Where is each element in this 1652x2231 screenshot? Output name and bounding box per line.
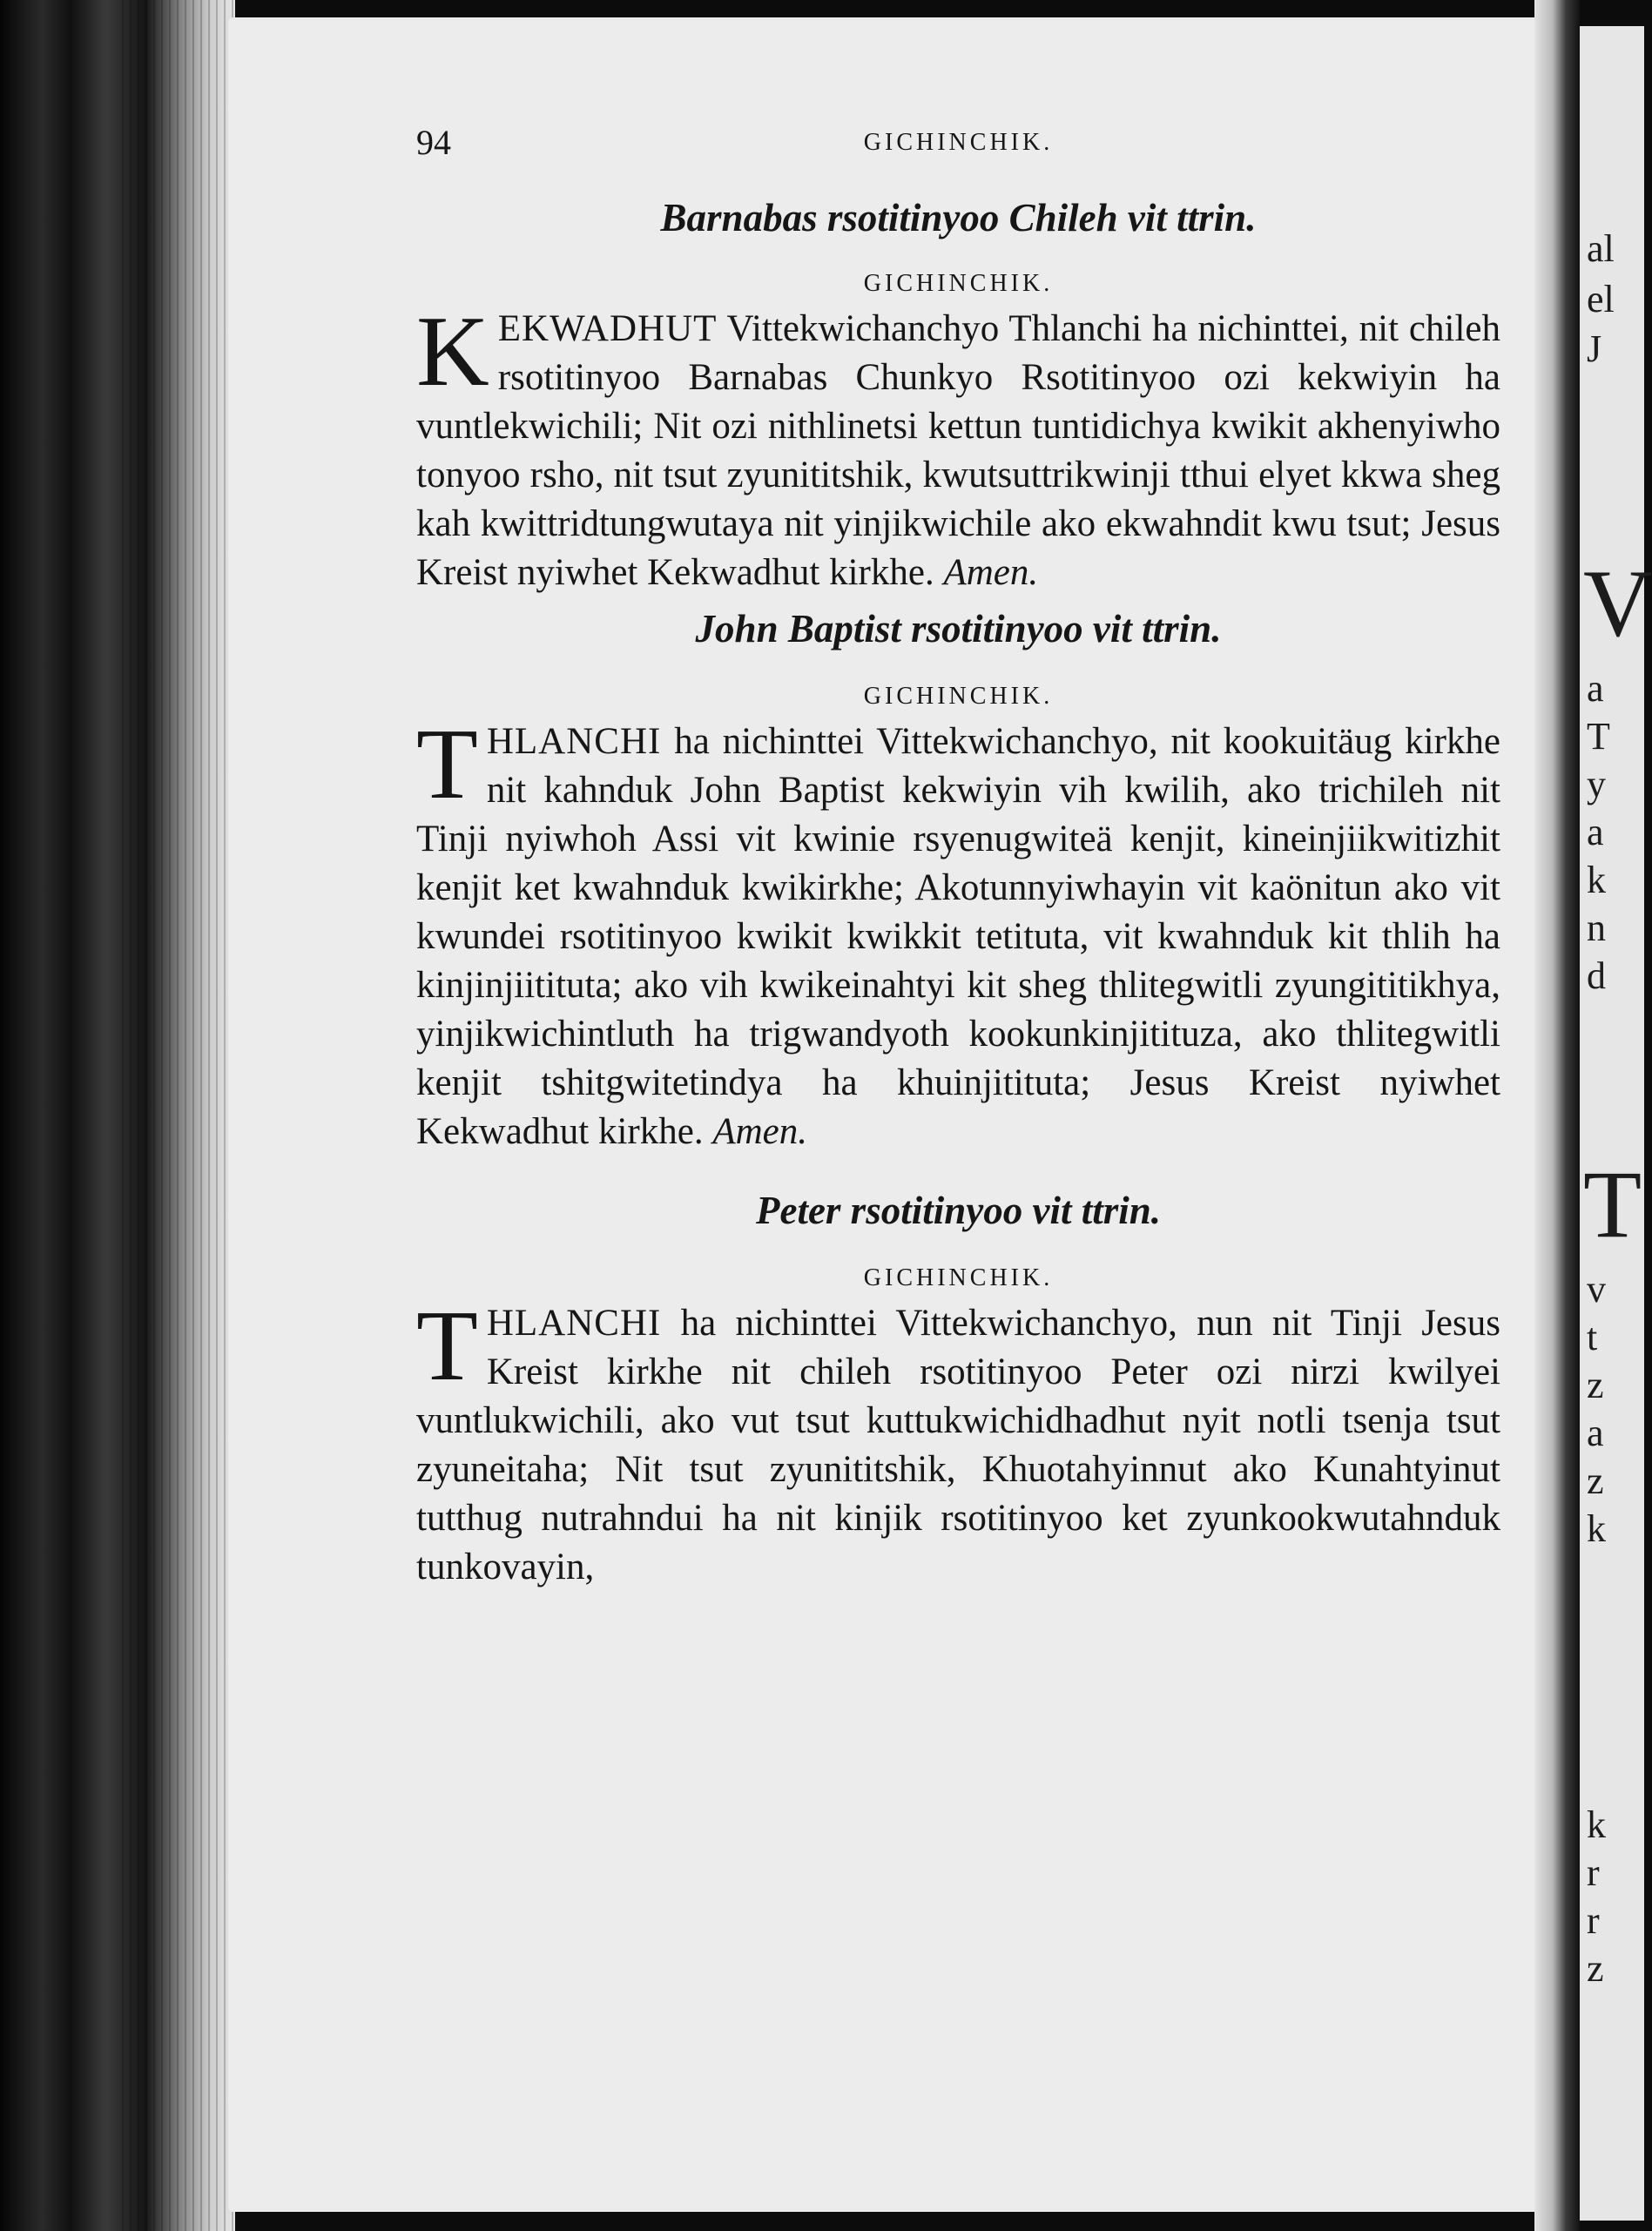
collect-body: ha nichinttei Vittekwichanchyo, nun nit Tinji Jesus Kreist kirkhe nit chileh rsotitinyoo Peter ozi nirzi kwilyei vuntlukwichili, ako vut tsut kuttukwichidhadhut nyit notli tsenja tsut zyuneitaha; Nit tsut zyunititshik, Khuotahyinnut ako Kunahtyinut tutthug nutrahndui ha nit kinjik rsotitinyoo ket zyunkookwutahnduk tunkovayin, — [416, 1303, 1500, 1587]
page-stack-edges — [122, 0, 235, 2231]
fragment: v — [1587, 1268, 1606, 1311]
amen: Amen. — [712, 1111, 807, 1152]
collect-text — [416, 296, 1500, 597]
section-subheading: GICHINCHIK. — [863, 683, 1054, 710]
drop-cap: T — [416, 709, 478, 820]
fragment: T — [1587, 715, 1610, 758]
collect-body: Vittekwichanchyo Thlanchi ha nichinttei, nit chileh rsotitinyoo Barnabas Chunkyo Rsotitinyoo ozi kekwiyin ha vuntlekwichili; Nit ozi nithlinetsi kettun tuntidichya kwikit akhenyiwho tonyoo rsho, nit tsut zyunititshik, kwutsuttrikwinji tthui elyet kkwa sheg kah kwittridtungwutaya nit yinjikwichile ako ekwahndit kwu tsut; Jesus Kreist nyiwhet Kekwadhut kirkhe. — [416, 308, 1500, 593]
fragment: z — [1587, 1364, 1604, 1406]
collect-text — [416, 1291, 1500, 1592]
fragment: d — [1587, 954, 1606, 997]
fragment: z — [1587, 1947, 1604, 1990]
fragment: V — [1583, 550, 1652, 657]
fragment: a — [1587, 667, 1604, 710]
fragment: z — [1587, 1459, 1604, 1502]
adjacent-page-edge — [1580, 26, 1652, 2221]
fragment: r — [1587, 1851, 1600, 1894]
page-content — [416, 122, 1500, 1592]
section-subheading: GICHINCHIK. — [863, 270, 1054, 297]
amen: Amen. — [943, 552, 1039, 593]
fragment: k — [1587, 1803, 1606, 1846]
running-head — [416, 122, 1500, 174]
fragment: n — [1587, 907, 1606, 949]
fragment: r — [1587, 1899, 1600, 1942]
page-number: 94 — [416, 123, 451, 162]
fragment: J — [1587, 327, 1602, 370]
fragment: el — [1587, 278, 1615, 320]
collect-body: ha nichinttei Vittekwichanchyo, nit kookuitäug kirkhe nit kahnduk John Baptist kekwiyin vih kwilih, ako trichileh nit Tinji nyiwhoh Assi vit kwinie rsyenugwiteä kenjit, kineinjiikwitizhit kenjit ket kwahnduk kwikirkhe; Akotunnyiwhayin vit kaönitun ako vit kwundei rsotitinyoo kwikit kwikkit tetituta, vit kwahnduk kit thlih ha kinjinjiitituta; ako vih kwikeinahtyi kit sheg thlitegwitli zyungititikhya, yinjikwichintluth ha trigwandyoth kookunkinjitituza, ako thlitegwitli kenjit tshitgwitetindya ha khuinjitituta; Jesus Kreist nyiwhet Kekwadhut kirkhe. — [416, 721, 1500, 1152]
lead-word: HLANCHI — [486, 1303, 662, 1344]
fragment: T — [1583, 1151, 1642, 1257]
book-gutter — [1534, 0, 1580, 2231]
fragment: k — [1587, 1507, 1606, 1550]
lead-word: HLANCHI — [486, 721, 662, 762]
running-title: GICHINCHIK. — [863, 129, 1054, 156]
lead-word: EKWADHUT — [497, 308, 718, 349]
fragment: a — [1587, 811, 1604, 853]
fragment: a — [1587, 1412, 1604, 1454]
fragment: k — [1587, 859, 1606, 901]
section-subheading: GICHINCHIK. — [863, 1264, 1054, 1291]
fragment: t — [1587, 1316, 1598, 1358]
section-heading: John Baptist rsotitinyoo vit ttrin. — [695, 607, 1222, 650]
section-heading: Peter rsotitinyoo vit ttrin. — [755, 1189, 1161, 1232]
fragment: al — [1587, 227, 1615, 270]
section-heading: Barnabas rsotitinyoo Chileh vit ttrin. — [660, 196, 1257, 239]
drop-cap: K — [416, 296, 489, 408]
fragment: y — [1587, 763, 1606, 805]
drop-cap: T — [416, 1291, 478, 1402]
collect-text — [416, 709, 1500, 1156]
